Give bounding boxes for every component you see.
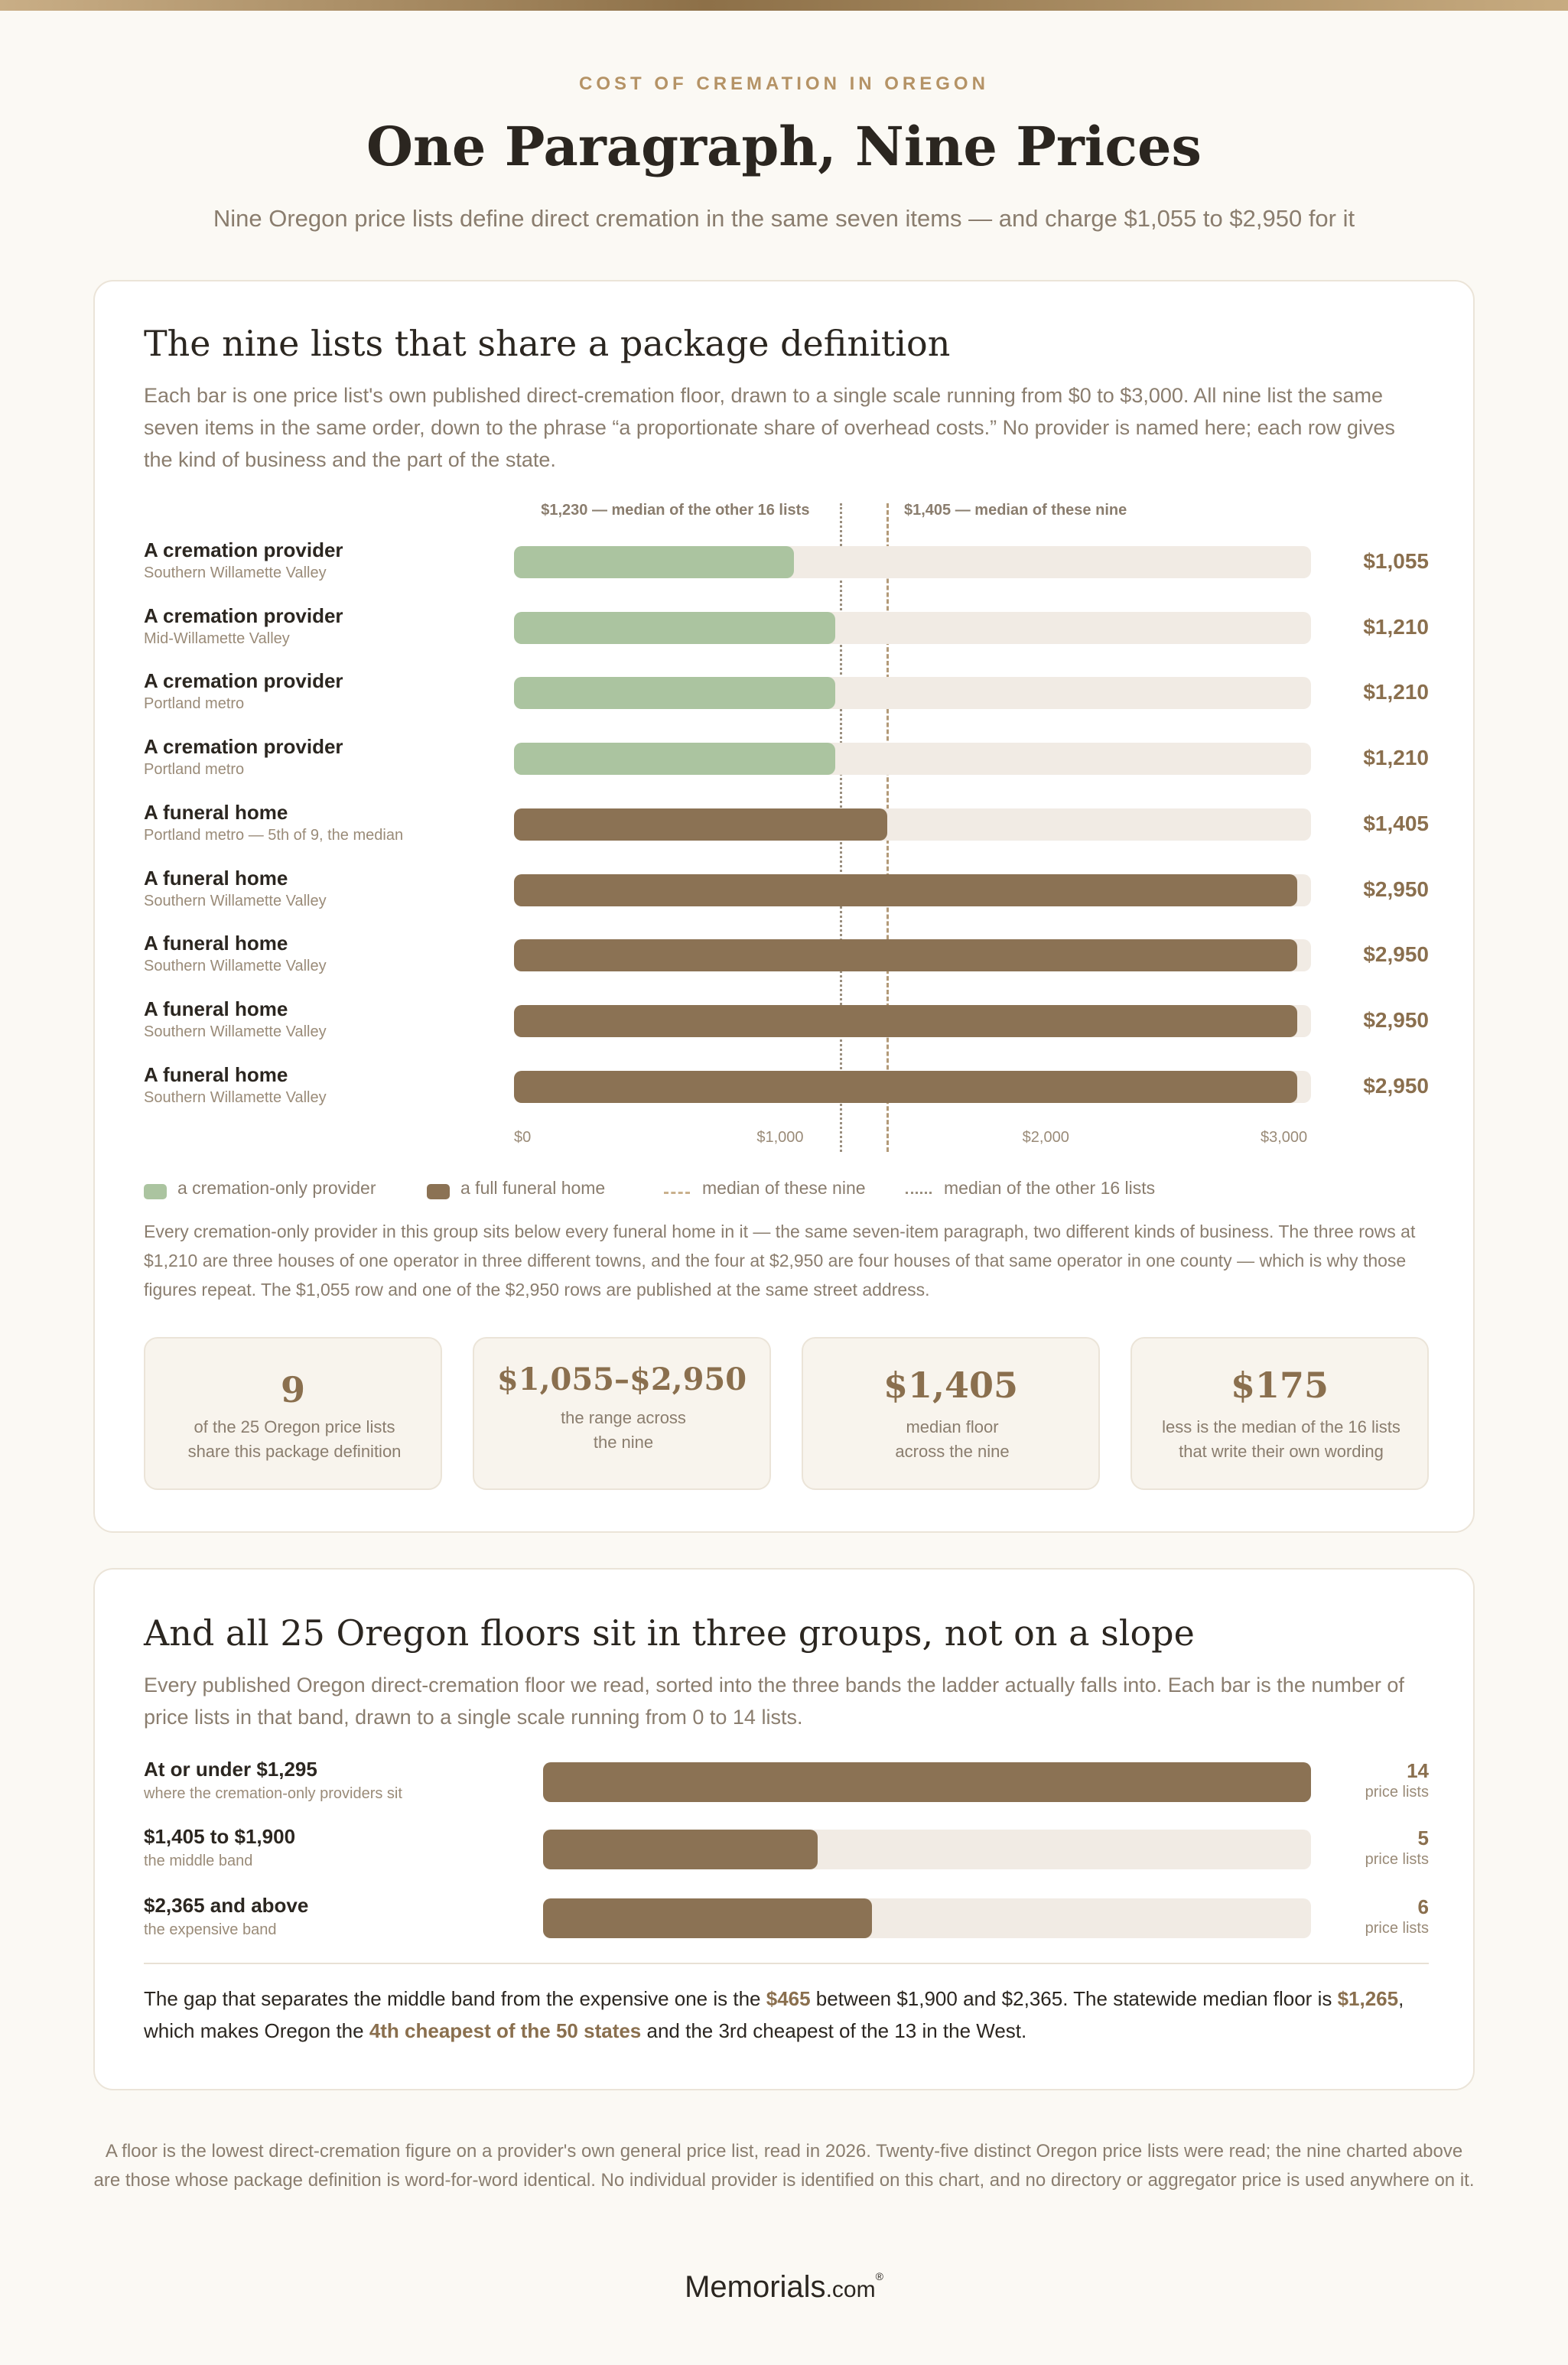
stat-label-line: the nine bbox=[593, 1433, 654, 1452]
summary-text: and the 3rd cheapest of the 13 in the West. bbox=[641, 2019, 1027, 2042]
eyebrow: COST OF CREMATION IN OREGON bbox=[579, 73, 989, 94]
row-value: $1,055 bbox=[1363, 549, 1429, 573]
band-bar bbox=[543, 1762, 1311, 1802]
row-provider-type: A cremation provider bbox=[144, 603, 343, 627]
row-value: $2,950 bbox=[1363, 877, 1429, 901]
row-provider-type: A cremation provider bbox=[144, 735, 343, 759]
row-value: $2,950 bbox=[1363, 1007, 1429, 1032]
bar-cremation-only bbox=[514, 546, 794, 578]
bar-cremation-only bbox=[514, 612, 835, 644]
legend-swatch-funeral bbox=[427, 1184, 450, 1199]
stat-label-line: median floor bbox=[906, 1417, 999, 1436]
section1-title: The nine lists that share a package definition bbox=[144, 323, 951, 364]
median-other-label: $1,230 — median of the other 16 lists bbox=[541, 502, 810, 519]
row-region: Southern Willamette Valley bbox=[144, 958, 327, 975]
bar-funeral-home bbox=[514, 808, 887, 841]
legend-label: median of the other 16 lists bbox=[944, 1178, 1156, 1198]
summary-text: between $1,900 and $2,365. The statewide median floor is bbox=[810, 1987, 1338, 2010]
band-name: $2,365 and above bbox=[144, 1894, 309, 1917]
three-groups-card bbox=[93, 1568, 1475, 2090]
axis-tick-label: $2,000 bbox=[1022, 1129, 1069, 1146]
stat-card bbox=[473, 1337, 771, 1490]
bar-funeral-home bbox=[514, 1071, 1297, 1103]
median-nine-label: $1,405 — median of these nine bbox=[904, 502, 1127, 519]
stat-card bbox=[144, 1337, 442, 1490]
row-provider-type: A funeral home bbox=[144, 866, 288, 890]
bar-track bbox=[514, 612, 1311, 644]
section1-note: Every cremation-only provider in this group sits below every funeral home in it — the same seven-item paragraph, two different kinds of business. The three rows at $1,210 are three houses of one operator in three different towns, and the four at $2,950 are four houses of that same operator in one county — which is why those figures repeat. The $1,055 row and one of the $2,950 rows are published at the same street address. bbox=[144, 1222, 1416, 1300]
footnote: A floor is the lowest direct-cremation figure on a provider's own general price list, read in 2026. Twenty-five distinct Oregon price lists were read; the nine charted above are those whose package definition is word-for-word identical. No individual provider is identified on this chart, and no directory or aggregator price is used anywhere on it. bbox=[93, 2141, 1475, 2191]
bar-track bbox=[514, 1005, 1311, 1037]
row-value: $1,405 bbox=[1363, 811, 1429, 835]
stat-value: $175 bbox=[1230, 1365, 1329, 1406]
stat-label-line: the range across bbox=[561, 1408, 686, 1427]
section2-summary bbox=[144, 1983, 1429, 2047]
row-region: Mid-Willamette Valley bbox=[144, 629, 290, 647]
bar-cremation-only bbox=[514, 677, 835, 709]
divider bbox=[144, 1963, 1429, 1964]
stat-label bbox=[490, 1406, 757, 1455]
stat-value: $1,405 bbox=[883, 1365, 1019, 1406]
band-unit: price lists bbox=[1365, 1920, 1429, 1937]
band-name: At or under $1,295 bbox=[144, 1758, 317, 1781]
band-subtitle: the middle band bbox=[144, 1853, 253, 1869]
top-accent-bar bbox=[0, 0, 1568, 11]
legend-label: a full funeral home bbox=[460, 1178, 606, 1198]
band-unit: price lists bbox=[1365, 1851, 1429, 1868]
row-provider-type: A cremation provider bbox=[144, 669, 343, 693]
axis-tick-label: $0 bbox=[514, 1129, 532, 1146]
band-count: 14 bbox=[1407, 1759, 1429, 1782]
logo-mark: ® bbox=[875, 2270, 883, 2282]
summary-highlight: $1,265 bbox=[1337, 1987, 1399, 2010]
bar-track bbox=[514, 1071, 1311, 1103]
section2-description: Every published Oregon direct-cremation floor we read, sorted into the three bands the ladder actually falls into. Each bar is the number of price lists in that band, drawn to a single scale running from 0 to 14 lists. bbox=[144, 1674, 1404, 1729]
bar-track bbox=[514, 808, 1311, 841]
summary-highlight: 4th cheapest of the 50 states bbox=[369, 2019, 642, 2042]
axis-tick-label: $3,000 bbox=[1261, 1129, 1308, 1146]
row-value: $2,950 bbox=[1363, 1073, 1429, 1098]
row-provider-type: A funeral home bbox=[144, 1062, 288, 1086]
bar-track bbox=[514, 743, 1311, 775]
section2-title: And all 25 Oregon floors sit in three groups, not on a slope bbox=[144, 1612, 1195, 1654]
row-provider-type: A cremation provider bbox=[144, 538, 343, 561]
band-name: $1,405 to $1,900 bbox=[144, 1825, 296, 1848]
row-provider-type: A funeral home bbox=[144, 997, 288, 1020]
row-region: Portland metro bbox=[144, 761, 245, 779]
bar-track bbox=[514, 874, 1311, 906]
row-region: Southern Willamette Valley bbox=[144, 564, 327, 581]
band-bar-track bbox=[543, 1762, 1311, 1802]
band-unit: price lists bbox=[1365, 1784, 1429, 1801]
memorials-logo[interactable] bbox=[0, 2270, 1568, 2305]
stat-label-line: share this package definition bbox=[187, 1442, 402, 1461]
stat-card bbox=[802, 1337, 1100, 1490]
bar-funeral-home bbox=[514, 874, 1297, 906]
row-value: $1,210 bbox=[1363, 680, 1429, 704]
section1-description: Each bar is one price list's own published direct-cremation floor, drawn to a single scale running from $0 to $3,000. All nine list the same seven items in the same order, down to the phrase “a proportionate share of overhead costs.” No provider is named here; each row gives the kind of business and the part of the state. bbox=[144, 384, 1395, 471]
row-value: $2,950 bbox=[1363, 942, 1429, 967]
band-bar bbox=[543, 1830, 818, 1869]
bar-funeral-home bbox=[514, 1005, 1297, 1037]
legend-dotted-line bbox=[906, 1192, 932, 1194]
bar-cremation-only bbox=[514, 743, 835, 775]
row-region: Southern Willamette Valley bbox=[144, 892, 327, 909]
stat-label bbox=[1147, 1415, 1415, 1464]
summary-highlight: $465 bbox=[766, 1987, 811, 2010]
summary-text: , which makes Oregon the bbox=[144, 1987, 1404, 2042]
band-subtitle: where the cremation-only providers sit bbox=[144, 1785, 402, 1802]
row-provider-type: A funeral home bbox=[144, 932, 288, 955]
band-bar-track bbox=[543, 1830, 1311, 1869]
band-subtitle: the expensive band bbox=[144, 1921, 277, 1938]
row-region: Southern Willamette Valley bbox=[144, 1088, 327, 1106]
bar-track bbox=[514, 546, 1311, 578]
logo-name: Memorials bbox=[685, 2270, 826, 2304]
row-region: Portland metro — 5th of 9, the median bbox=[144, 826, 404, 844]
legend-swatch-cremation bbox=[144, 1184, 167, 1199]
row-value: $1,210 bbox=[1363, 614, 1429, 639]
stat-label-line: across the nine bbox=[895, 1442, 1010, 1461]
band-count: 6 bbox=[1417, 1895, 1429, 1918]
bar-track bbox=[514, 939, 1311, 971]
stat-label-line: less is the median of the 16 lists bbox=[1162, 1417, 1400, 1436]
legend-label: a cremation-only provider bbox=[177, 1178, 376, 1198]
legend-label: median of these nine bbox=[702, 1178, 866, 1198]
bar-track bbox=[514, 677, 1311, 709]
band-bar bbox=[543, 1898, 872, 1938]
page-subtitle: Nine Oregon price lists define direct cremation in the same seven items — and charge $1,055 to $2,950 for it bbox=[213, 205, 1355, 232]
stat-value: 9 bbox=[280, 1369, 305, 1410]
band-count: 5 bbox=[1417, 1827, 1429, 1849]
summary-text: The gap that separates the middle band from the expensive one is the bbox=[144, 1987, 766, 2010]
stat-label-line: of the 25 Oregon price lists bbox=[194, 1417, 395, 1436]
bar-funeral-home bbox=[514, 939, 1297, 971]
row-region: Portland metro bbox=[144, 695, 245, 713]
logo-domain: .com bbox=[825, 2277, 876, 2302]
legend-dashed-line bbox=[664, 1192, 690, 1194]
package-definition-card bbox=[93, 280, 1475, 1533]
stat-label-line: that write their own wording bbox=[1179, 1442, 1384, 1461]
row-provider-type: A funeral home bbox=[144, 800, 288, 824]
stat-value: $1,055–$2,950 bbox=[496, 1361, 747, 1397]
page-title: One Paragraph, Nine Prices bbox=[366, 115, 1202, 178]
row-region: Southern Willamette Valley bbox=[144, 1023, 327, 1040]
stat-label bbox=[818, 1415, 1086, 1464]
row-value: $1,210 bbox=[1363, 746, 1429, 770]
stat-label bbox=[161, 1415, 428, 1464]
band-bar-track bbox=[543, 1898, 1311, 1938]
axis-tick-label: $1,000 bbox=[756, 1129, 804, 1146]
stat-card bbox=[1130, 1337, 1429, 1490]
